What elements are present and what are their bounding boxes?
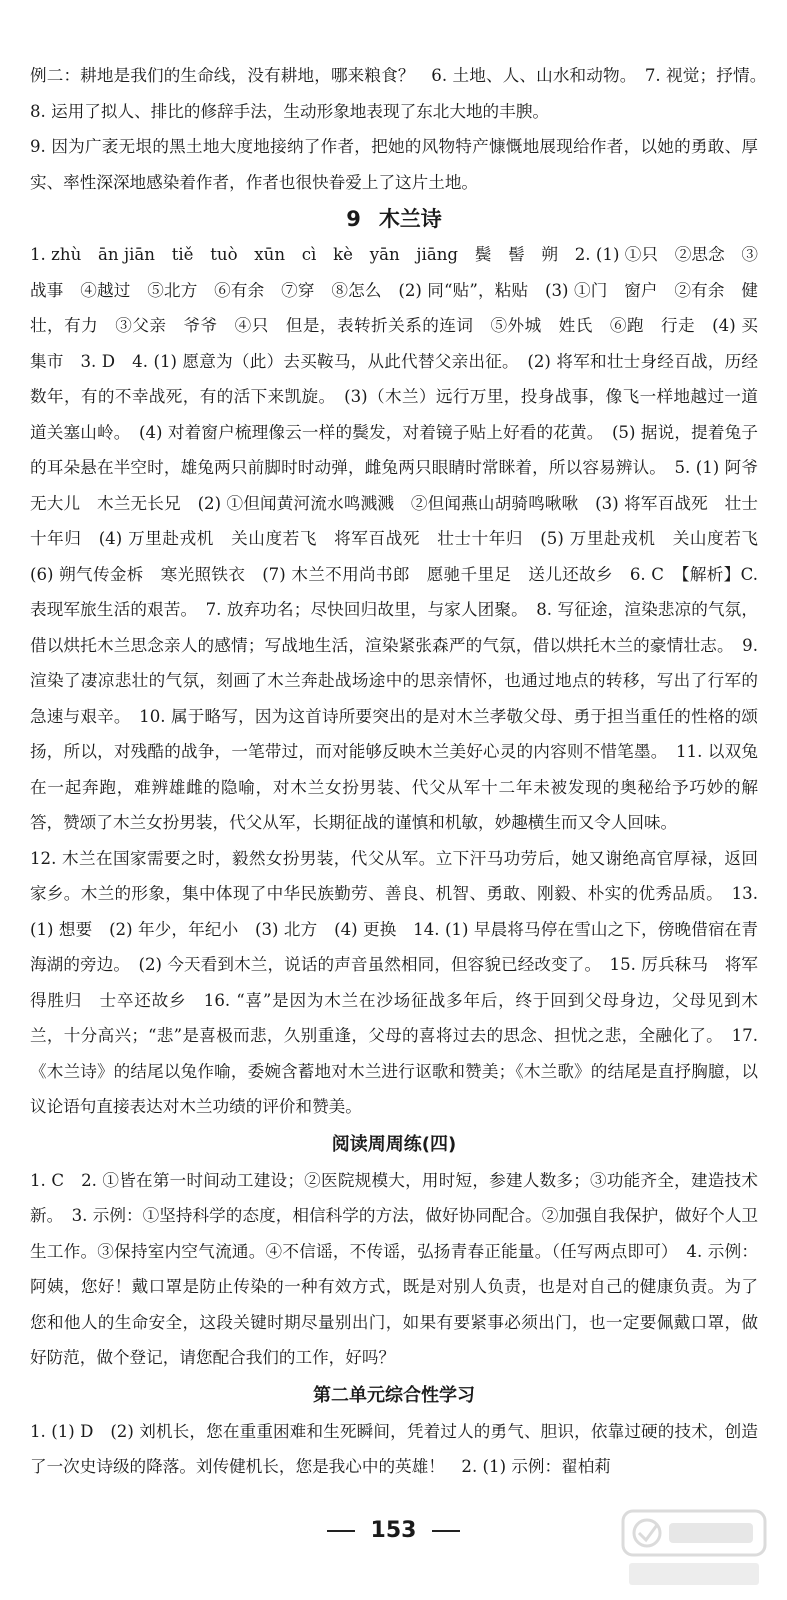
subsection-heading: 第二单元综合性学习	[313, 1384, 475, 1406]
answer-paragraph: 12. 木兰在国家需要之时，毅然女扮男装，代父从军。立下汗马功劳后，她又谢绝高官厚禄，返回家乡。木兰的形象，集中体现了中华民族勤劳、善良、机智、勇敢、刚毅、朴实的优秀品质。 13. (1) 想要 (2) 年少，年纪小 (3) 北方 (4) 更换 14. (1) 早晨将马停在雪山之下，傍晚借宿在青海湖的旁边。 (2) 今天看到木兰，说话的声音虽然相同，但容貌已经改变了。 15. 厉兵秣马 将军得胜归 士卒还故乡 16. “喜”是因为木兰在沙场征战多年后，终于回到父母身边，父母见到木兰，十分高兴；“悲”是喜极而悲，久别重逢，父母的喜将过去的思念、担忧之悲，全融化了。 17.《木兰诗》的结尾以兔作喻，委婉含蓄地对木兰进行讴歌和赞美；《木兰歌》的结尾是直抒胸臆，以议论语句直接表达对木兰功绩的评价和赞美。	[30, 848, 758, 1116]
dash-left	[327, 1530, 355, 1532]
answer-paragraph: 1. C 2. ①皆在第一时间动工建设；②医院规模大，用时短，参建人数多；③功能齐全，建造技术新。 3. 示例：①坚持科学的态度，相信科学的方法，做好协同配合。②加强自我保护，做好个人卫生工作。③保持室内空气流通。④不信谣，不传谣，弘扬青春正能量。（任写两点即可） 4. 示例：阿姨，您好！戴口罩是防止传染的一种有效方式，既是对别人负责，也是对自己的健康负责。为了您和他人的生命安全，这段关键时期尽量别出门，如果有要紧事必须出门，也一定要佩戴口罩，做好防范，做个登记，请您配合我们的工作，好吗？	[30, 1170, 758, 1367]
answer-page	[30, 58, 775, 1485]
subsection-heading: 阅读周周练(四)	[331, 1133, 457, 1155]
watermark-logo-icon	[619, 1505, 769, 1593]
answer-paragraph: 例二：耕地是我们的生命线，没有耕地，哪来粮食？ 6. 土地、人、山水和动物。 7. 视觉；抒情。 8. 运用了拟人、排比的修辞手法，生动形象地表现了东北大地的丰腴。	[30, 66, 775, 121]
section-number: 9	[346, 207, 361, 231]
dash-right	[432, 1530, 460, 1532]
answer-paragraph: 1. (1) D (2) 刘机长，您在重重困难和生死瞬间，凭着过人的勇气、胆识，依靠过硬的技术，创造了一次史诗级的降落。刘传健机长，您是我心中的英雄！ 2. (1) 示例：翟柏莉	[30, 1421, 758, 1476]
section-title: 木兰诗	[378, 207, 442, 231]
section-heading	[30, 202, 758, 236]
answer-paragraph: 1. zhù ān jiān tiě tuò xūn cì kè yān jiāng 鬓 髻 朔 2. (1) ①只 ②思念 ③战事 ④越过 ⑤北方 ⑥有余 ⑦穿 ⑧怎么 (2) 同“贴”，粘贴 (3) ①门 窗户 ②有余 健壮，有力 ③父亲 爷爷 ④只 但是，表转折关系的连词 ⑤外城 姓氏 ⑥跑 行走 (4) 买 集市 3. D 4. (1) 愿意为（此）去买鞍马，从此代替父亲出征。 (2) 将军和壮士身经百战，历经数年，有的不幸战死，有的活下来凯旋。 (3)（木兰）远行万里，投身战事，像飞一样地越过一道道关塞山岭。 (4) 对着窗户梳理像云一样的鬓发，对着镜子贴上好看的花黄。 (5) 据说，提着兔子的耳朵悬在半空时，雄兔两只前脚时时动弹，雌兔两只眼睛时常眯着，所以容易辨认。 5. (1) 阿爷无大儿 木兰无长兄 (2) ①但闻黄河流水鸣溅溅 ②但闻燕山胡骑鸣啾啾 (3) 将军百战死 壮士十年归 (4) 万里赴戎机 关山度若飞 将军百战死 壮士十年归 (5) 万里赴戎机 关山度若飞 (6) 朔气传金柝 寒光照铁衣 (7) 木兰不用尚书郎 愿驰千里足 送儿还故乡 6. C 【解析】C. 表现军旅生活的艰苦。 7. 放弃功名；尽快回归故里，与家人团聚。 8. 写征途，渲染悲凉的气氛，借以烘托木兰思念亲人的感情；写战地生活，渲染紧张森严的气氛，借以烘托木兰的豪情壮志。 9. 渲染了凄凉悲壮的气氛，刻画了木兰奔赴战场途中的思亲情怀，也通过地点的转移，写出了行军的急速与艰辛。 10. 属于略写，因为这首诗所要突出的是对木兰孝敬父母、勇于担当重任的性格的颂扬，所以，对残酷的战争，一笔带过，而对能够反映木兰美好心灵的内容则不惜笔墨。 11. 以双兔在一起奔跑，难辨雄雌的隐喻，对木兰女扮男装、代父从军十二年未被发现的奥秘给予巧妙的解答，赞颂了木兰女扮男装，代父从军，长期征战的谨慎和机敏，妙趣横生而又令人回味。	[30, 245, 775, 832]
page-number: 153	[0, 1518, 787, 1543]
answer-paragraph: 9. 因为广袤无垠的黑土地大度地接纳了作者，把她的风物特产慷慨地展现给作者，以她的勇敢、厚实、率性深深地感染着作者，作者也很快眷爱上了这片土地。	[30, 137, 758, 192]
